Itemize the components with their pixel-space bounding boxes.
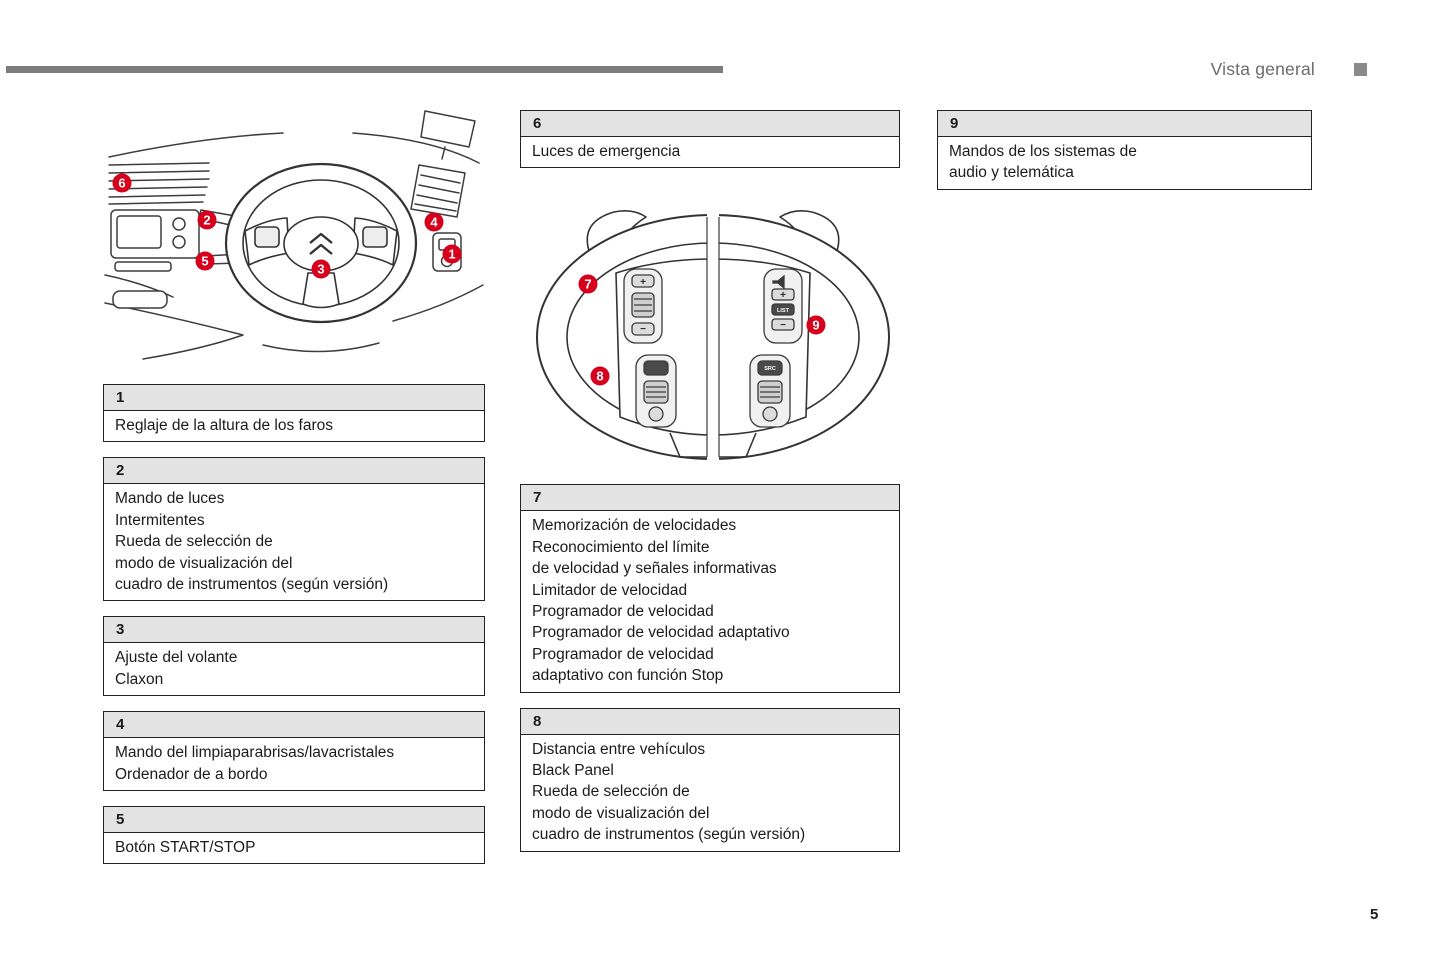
svg-text:7: 7 bbox=[584, 276, 592, 292]
section-5-line: Botón START/STOP bbox=[115, 839, 256, 857]
section-3-line: Ajuste del volante bbox=[115, 649, 238, 667]
illustration-split-gap bbox=[707, 207, 719, 462]
section-6-header bbox=[520, 110, 900, 137]
section-7-line: Limitador de velocidad bbox=[532, 581, 688, 599]
section-2-line: Intermitentes bbox=[115, 511, 205, 529]
section-3 bbox=[103, 616, 485, 696]
section-7-line: Memorización de velocidades bbox=[532, 517, 737, 535]
section-8-body bbox=[520, 735, 900, 852]
section-9-line: Mandos de los sistemas de bbox=[949, 143, 1137, 160]
svg-text:4: 4 bbox=[430, 214, 438, 230]
section-4-line: Mando del limpiaparabrisas/lavacristales bbox=[115, 744, 395, 762]
callout-8 bbox=[591, 367, 610, 386]
section-9-body bbox=[937, 137, 1312, 190]
section-5 bbox=[103, 806, 485, 864]
callout-3 bbox=[312, 260, 331, 279]
section-4-line: Ordenador de a bordo bbox=[115, 765, 268, 783]
header-rule bbox=[6, 66, 723, 73]
section-4-number: 4 bbox=[116, 716, 125, 734]
section-2-line: modo de visualización del bbox=[115, 554, 293, 572]
section-7-line: Programador de velocidad adaptativo bbox=[532, 624, 790, 642]
page-title: Vista general bbox=[1210, 59, 1315, 79]
section-4-header bbox=[103, 711, 485, 738]
list-button-label: LIST bbox=[777, 308, 789, 315]
left-column bbox=[103, 107, 485, 879]
section-7-body bbox=[520, 511, 900, 692]
middle-column bbox=[520, 110, 900, 867]
section-9-header bbox=[937, 110, 1312, 137]
section-8-line: modo de visualización del bbox=[532, 804, 710, 822]
section-4-body bbox=[103, 738, 485, 791]
section-9 bbox=[937, 110, 1312, 190]
section-7-line: Programador de velocidad bbox=[532, 603, 714, 621]
svg-text:3: 3 bbox=[317, 261, 325, 277]
dashboard-illustration bbox=[103, 107, 485, 362]
section-7-line: de velocidad y señales informativas bbox=[532, 560, 777, 578]
section-3-number: 3 bbox=[116, 621, 125, 639]
section-8-line: Black Panel bbox=[532, 762, 614, 780]
plus-label: + bbox=[780, 290, 786, 302]
section-2-line: Rueda de selección de bbox=[115, 533, 273, 551]
section-7 bbox=[520, 484, 900, 692]
section-2-line: Mando de luces bbox=[115, 490, 225, 508]
callout-2 bbox=[198, 211, 217, 230]
section-1 bbox=[103, 384, 485, 442]
minus-label: − bbox=[780, 320, 786, 332]
section-2 bbox=[103, 457, 485, 601]
callout-1 bbox=[443, 245, 462, 264]
section-2-number: 2 bbox=[116, 462, 125, 480]
callout-5 bbox=[196, 252, 215, 271]
section-8-line: Rueda de selección de bbox=[532, 783, 690, 801]
section-2-line: cuadro de instrumentos (según versión) bbox=[115, 576, 389, 594]
section-6 bbox=[520, 110, 900, 168]
svg-text:8: 8 bbox=[596, 368, 604, 384]
section-5-body bbox=[103, 833, 485, 864]
dashboard-steering-wheel bbox=[226, 164, 416, 322]
chapter-marker-square bbox=[1354, 63, 1367, 76]
section-7-line: adaptativo con función Stop bbox=[532, 667, 724, 685]
right-column bbox=[937, 110, 1312, 205]
section-5-header bbox=[103, 806, 485, 833]
svg-text:6: 6 bbox=[118, 175, 126, 191]
section-2-body bbox=[103, 484, 485, 601]
section-6-body bbox=[520, 137, 900, 168]
section-2-header bbox=[103, 457, 485, 484]
section-3-line: Claxon bbox=[115, 670, 164, 688]
src-button-label: SRC bbox=[764, 366, 776, 373]
section-7-number: 7 bbox=[533, 489, 542, 507]
section-7-line: Reconocimiento del límite bbox=[532, 538, 710, 556]
svg-text:2: 2 bbox=[203, 212, 211, 228]
section-8-header bbox=[520, 708, 900, 735]
page-number: 5 bbox=[1370, 906, 1379, 923]
section-6-number: 6 bbox=[533, 115, 542, 132]
section-9-number: 9 bbox=[950, 115, 959, 132]
svg-text:1: 1 bbox=[448, 246, 456, 262]
section-3-header bbox=[103, 616, 485, 643]
section-1-body bbox=[103, 411, 485, 442]
callout-6 bbox=[113, 174, 132, 193]
section-8-line: Distancia entre vehículos bbox=[532, 740, 706, 758]
section-6-line: Luces de emergencia bbox=[532, 143, 681, 160]
section-1-number: 1 bbox=[116, 389, 125, 406]
section-8 bbox=[520, 708, 900, 852]
section-4 bbox=[103, 711, 485, 791]
section-8-line: cuadro de instrumentos (según versión) bbox=[532, 826, 806, 844]
svg-text:5: 5 bbox=[201, 253, 209, 269]
plus-label: + bbox=[640, 277, 646, 289]
section-5-number: 5 bbox=[116, 811, 125, 829]
section-3-body bbox=[103, 643, 485, 696]
section-7-header bbox=[520, 484, 900, 511]
section-7-line: Programador de velocidad bbox=[532, 645, 714, 663]
section-8-number: 8 bbox=[533, 712, 542, 730]
section-1-line: Reglaje de la altura de los faros bbox=[115, 417, 333, 434]
callout-7 bbox=[579, 275, 598, 294]
section-9-line: audio y telemática bbox=[949, 164, 1074, 182]
svg-text:9: 9 bbox=[812, 317, 820, 333]
callout-4 bbox=[425, 213, 444, 232]
section-1-header bbox=[103, 384, 485, 411]
steering-wheel-illustration bbox=[520, 207, 900, 462]
minus-label: − bbox=[640, 324, 646, 336]
callout-9 bbox=[807, 316, 826, 335]
